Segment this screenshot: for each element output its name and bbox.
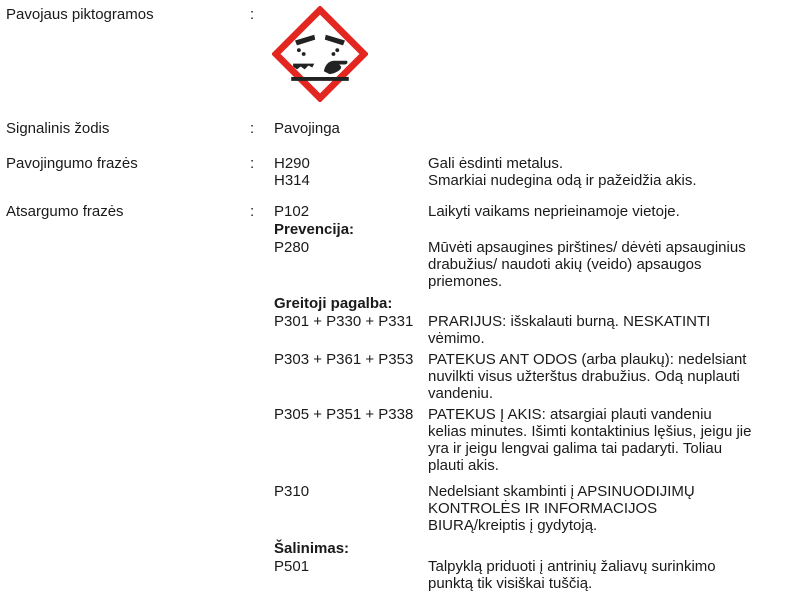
precaution-text: KONTROLĖS IR INFORMACIJOS [428, 500, 658, 517]
precaution-text: kelias minutes. Išimti kontaktinius lęšius, jeigu jie [428, 423, 752, 440]
precaution-text: plauti akis. [428, 457, 499, 474]
precaution-code: P303 + P361 + P353 [274, 351, 414, 368]
precaution-text: drabužius/ naudoti akių (veido) apsaugos [428, 256, 702, 273]
precaution-text: yra ir jeigu lengvai galima tai padaryti. Toliau [428, 440, 723, 457]
precautionary-statements-colon: : [250, 203, 255, 220]
precaution-text: nuvilkti visus užterštus drabužius. Odą nuplauti [428, 368, 740, 385]
hazard-statements-colon: : [250, 155, 255, 172]
precaution-text: priemones. [428, 273, 503, 290]
precaution-code: P501 [274, 558, 310, 575]
precaution-text: vandeniu. [428, 385, 494, 402]
pictograms-colon: : [250, 6, 255, 23]
hazard-statements-label: Pavojingumo frazės [6, 155, 138, 172]
hazard-code: H290 [274, 155, 310, 172]
precaution-code: P310 [274, 483, 310, 500]
hazard-text: Smarkiai nudegina odą ir pažeidžia akis. [428, 172, 697, 189]
response-heading: Greitoji pagalba: [274, 295, 393, 312]
precaution-text: Nedelsiant skambinti į APSINUODIJIMŲ [428, 483, 695, 500]
hazard-text: Gali ėsdinti metalus. [428, 155, 564, 172]
precaution-code: P301 + P330 + P331 [274, 313, 414, 330]
prevention-heading: Prevencija: [274, 221, 355, 238]
precaution-text: Talpyklą priduoti į antrinių žaliavų surinkimo [428, 558, 716, 575]
precaution-text: Laikyti vaikams neprieinamoje vietoje. [428, 203, 680, 220]
precaution-text: punktą tik visiškai tuščią. [428, 575, 593, 592]
hazard-code: H314 [274, 172, 310, 189]
precaution-text: PRARIJUS: išskalauti burną. NESKATINTI [428, 313, 711, 330]
precaution-text: vėmimo. [428, 330, 485, 347]
disposal-heading: Šalinimas: [274, 540, 350, 557]
precaution-text: Mūvėti apsaugines pirštines/ dėvėti apsauginius [428, 239, 746, 256]
corrosion-ghs05-icon [272, 6, 368, 102]
signal-word-colon: : [250, 120, 255, 137]
precaution-code: P280 [274, 239, 310, 256]
precaution-code: P305 + P351 + P338 [274, 406, 414, 423]
precautionary-statements-label: Atsargumo frazės [6, 203, 124, 220]
precaution-text: BIURĄ/kreiptis į gydytoją. [428, 517, 598, 534]
signal-word-label: Signalinis žodis [6, 120, 110, 137]
precaution-text: PATEKUS ANT ODOS (arba plaukų): nedelsiant [428, 351, 747, 368]
precaution-code: P102 [274, 203, 310, 220]
precaution-text: PATEKUS Į AKIS: atsargiai plauti vandeniu [428, 406, 712, 423]
signal-word-value: Pavojinga [274, 120, 340, 137]
pictograms-label: Pavojaus piktogramos [6, 6, 154, 23]
